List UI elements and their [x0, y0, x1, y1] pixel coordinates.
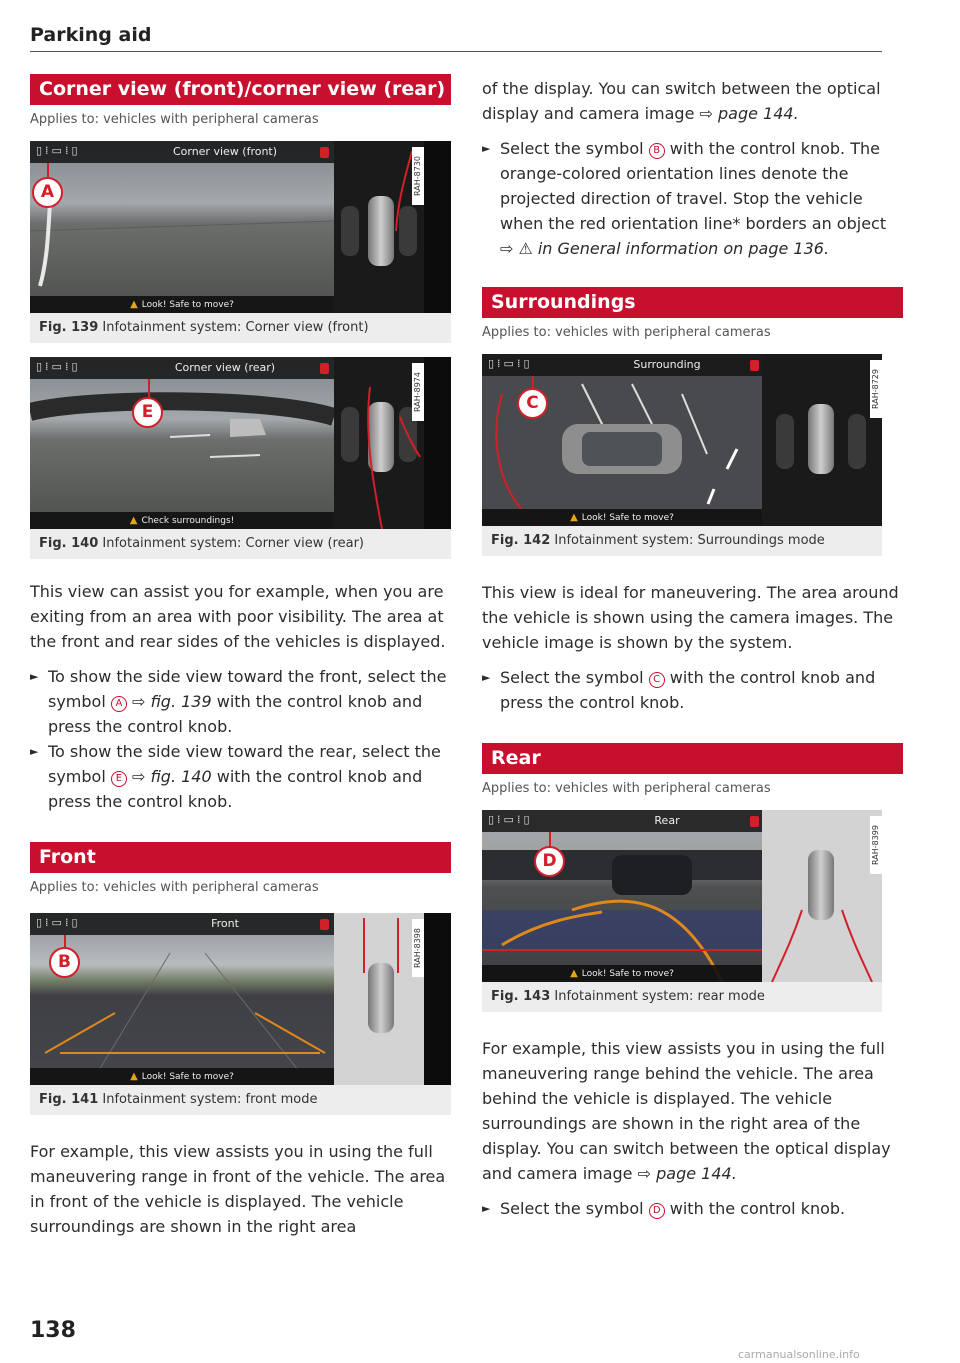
warning-bar: [30, 296, 334, 313]
instruction-step: [482, 136, 903, 261]
warning-text: Look! Safe to move?: [581, 513, 674, 523]
figure-reference[interactable]: ⇨ fig. 140: [131, 767, 212, 786]
right-column: [482, 74, 903, 1221]
symbol-marker-d: D: [534, 846, 565, 877]
figure-code: RAH-8729: [870, 360, 882, 418]
section-title-rear: Rear: [482, 743, 903, 774]
warning-triangle-icon: ▲: [130, 1071, 138, 1082]
vehicle-view-panel: [334, 141, 424, 313]
header-divider: [30, 51, 882, 52]
infotainment-screen: [30, 357, 451, 529]
sensor-zone: [848, 414, 866, 469]
mode-selector-icons: ▯⁞▭⁞▯: [488, 357, 533, 370]
mode-selector-icons: ▯⁞▭⁞▯: [36, 916, 81, 929]
mode-selector-icons: ▯⁞▭⁞▯: [36, 144, 81, 157]
infotainment-screen: [30, 913, 451, 1085]
infotainment-screen: [482, 810, 882, 982]
vehicle-view-panel: [334, 913, 424, 1085]
mode-selector-icons: ▯⁞▭⁞▯: [488, 813, 533, 826]
mode-selector-icons: ▯⁞▭⁞▯: [36, 360, 81, 373]
left-column: [30, 74, 451, 1239]
body-paragraph: This view can assist you for example, when you are exiting from an area with poor visibility. The area at the front and rear sides of the vehicles is displayed.: [30, 582, 446, 651]
screen-title: Rear: [654, 814, 680, 827]
symbol-a-icon: A: [111, 696, 127, 712]
warning-text: Check surroundings!: [141, 516, 235, 526]
symbol-c-icon: C: [649, 672, 665, 688]
screen-top-bar: [30, 141, 334, 163]
figure-code: RAH-8399: [870, 816, 882, 874]
marker-stem: [148, 379, 150, 399]
step-text: with the control knob and press the control knob.: [48, 692, 423, 736]
vehicle-top-view: [808, 404, 834, 474]
body-paragraph: For example, this view assists you in using the full maneuvering range in front of the vehicle. The area in front of the vehicle is displayed. The vehicle surroundings are shown in the right area: [30, 1142, 446, 1236]
figure-code: RAH-8974: [412, 363, 424, 421]
figure-caption: [30, 313, 451, 343]
instruction-step: [482, 665, 903, 715]
paragraph-text: For example, this view assists you in using the full maneuvering range behind the vehicle. The area behind the vehicle is displayed. The vehicle surroundings are shown in the right area of the display. You can switch between the optical display and camera image: [482, 1039, 891, 1183]
camera-overlay: [30, 141, 334, 313]
camera-status-icon: [320, 919, 329, 930]
figure-141: [30, 913, 451, 1115]
warning-bar: [482, 509, 762, 526]
body-paragraph: This view is ideal for maneuvering. The area around the vehicle is shown using the camera images. The vehicle image is shown by the system.: [482, 583, 899, 652]
applies-note: Applies to: vehicles with peripheral cameras: [482, 781, 771, 796]
page-reference[interactable]: ⇨ ⚠ in General information on page 136.: [500, 239, 830, 258]
symbol-marker-c: C: [517, 388, 548, 419]
figure-caption: [482, 982, 882, 1012]
instruction-step: [30, 739, 451, 814]
step-text: with the control knob and press the control knob.: [48, 767, 423, 811]
warning-bar: [482, 965, 762, 982]
section-title-front: Front: [30, 842, 451, 873]
screen-top-bar: [482, 354, 762, 376]
page-number: 138: [30, 1318, 76, 1343]
screen-top-bar: [30, 913, 334, 935]
figure-number: Fig. 139: [39, 320, 99, 335]
figure-reference[interactable]: ⇨ fig. 139: [131, 692, 212, 711]
symbol-e-icon: E: [111, 771, 127, 787]
step-text: Select the symbol: [500, 1199, 644, 1218]
vehicle-view-panel: [762, 810, 882, 982]
screen-title: Front: [211, 917, 239, 930]
page-reference[interactable]: ⇨ page 144.: [699, 104, 799, 123]
applies-note: Applies to: vehicles with peripheral cameras: [30, 112, 319, 127]
figure-number: Fig. 141: [39, 1092, 99, 1107]
figure-caption-text: Infotainment system: Corner view (rear): [102, 536, 364, 551]
infotainment-screen: [482, 354, 882, 526]
warning-triangle-icon: ▲: [129, 515, 138, 526]
body-paragraph: [482, 1036, 903, 1186]
camera-status-icon: [750, 360, 759, 371]
symbol-marker-b: B: [49, 947, 80, 978]
screen-title: Corner view (rear): [174, 361, 276, 374]
orientation-lines: [334, 913, 424, 1085]
warning-bar: [30, 512, 334, 529]
figure-caption-text: Infotainment system: rear mode: [554, 989, 765, 1004]
section-title-corner-view: Corner view (front)/corner view (rear): [30, 74, 451, 105]
figure-142: [482, 354, 882, 556]
camera-status-icon: [320, 147, 329, 158]
body-paragraph: [482, 76, 903, 126]
figure-code: RAH-8730: [412, 147, 424, 205]
figure-number: Fig. 142: [491, 533, 551, 548]
step-text: with the control knob. The orange-colored orientation lines denote the projected direction of travel. Stop the vehicle when the red orientation line* borders an object: [500, 139, 887, 233]
warning-triangle-icon: ▲: [570, 968, 578, 979]
figure-number: Fig. 140: [39, 536, 99, 551]
figure-caption-text: Infotainment system: Corner view (front): [102, 320, 369, 335]
orientation-lines: [334, 357, 424, 529]
screen-title: Corner view (front): [172, 145, 278, 158]
screen-top-bar: [482, 810, 762, 832]
figure-code: RAH-8398: [412, 919, 424, 977]
step-text: Select the symbol: [500, 668, 644, 687]
camera-overlay: [482, 354, 762, 526]
paragraph-text: of the display. You can switch between the optical display and camera image: [482, 79, 881, 123]
figure-caption: [482, 526, 882, 556]
vehicle-view-panel: [762, 354, 882, 526]
applies-note: Applies to: vehicles with peripheral cameras: [30, 880, 319, 895]
warning-text: Look! Safe to move?: [141, 300, 234, 310]
figure-140: [30, 357, 451, 559]
step-text: To show the side view toward the rear, select the symbol: [48, 742, 441, 786]
camera-status-icon: [320, 363, 329, 374]
instruction-step: [30, 664, 451, 739]
figure-number: Fig. 143: [491, 989, 551, 1004]
warning-triangle-icon: ▲: [130, 299, 138, 310]
camera-overlay: [482, 810, 762, 982]
screen-title: Surrounding: [633, 358, 701, 371]
warning-text: Look! Safe to move?: [141, 1072, 234, 1082]
symbol-d-icon: D: [649, 1203, 665, 1219]
symbol-marker-a: A: [32, 177, 63, 208]
watermark: carmanualsonline.info: [738, 1348, 860, 1361]
figure-caption: [30, 529, 451, 559]
sensor-zone: [776, 414, 794, 469]
orientation-lines: [334, 141, 424, 313]
orientation-lines: [762, 810, 882, 982]
step-text: Select the symbol: [500, 139, 644, 158]
page-header-title: Parking aid: [30, 24, 152, 46]
section-title-surroundings: Surroundings: [482, 287, 903, 318]
camera-status-icon: [750, 816, 759, 827]
screen-top-bar: [30, 357, 334, 379]
figure-caption-text: Infotainment system: Surroundings mode: [554, 533, 825, 548]
figure-caption: [30, 1085, 451, 1115]
figure-143: [482, 810, 882, 1012]
instruction-step: [482, 1196, 903, 1221]
warning-text: Look! Safe to move?: [581, 969, 674, 979]
page-reference[interactable]: ⇨ page 144.: [637, 1164, 737, 1183]
figure-139: [30, 141, 451, 343]
vehicle-view-panel: [334, 357, 424, 529]
warning-triangle-icon: ▲: [570, 512, 578, 523]
symbol-marker-e: E: [132, 397, 163, 428]
camera-overlay: [30, 913, 334, 1085]
step-text: with the control knob.: [669, 1199, 846, 1218]
applies-note: Applies to: vehicles with peripheral cameras: [482, 325, 771, 340]
camera-overlay: [30, 357, 334, 529]
symbol-b-icon: B: [649, 143, 665, 159]
infotainment-screen: [30, 141, 451, 313]
step-text: To show the side view toward the front, select the symbol: [48, 667, 447, 711]
step-text: with the control knob and press the control knob.: [500, 668, 876, 712]
warning-bar: [30, 1068, 334, 1085]
figure-caption-text: Infotainment system: front mode: [102, 1092, 318, 1107]
